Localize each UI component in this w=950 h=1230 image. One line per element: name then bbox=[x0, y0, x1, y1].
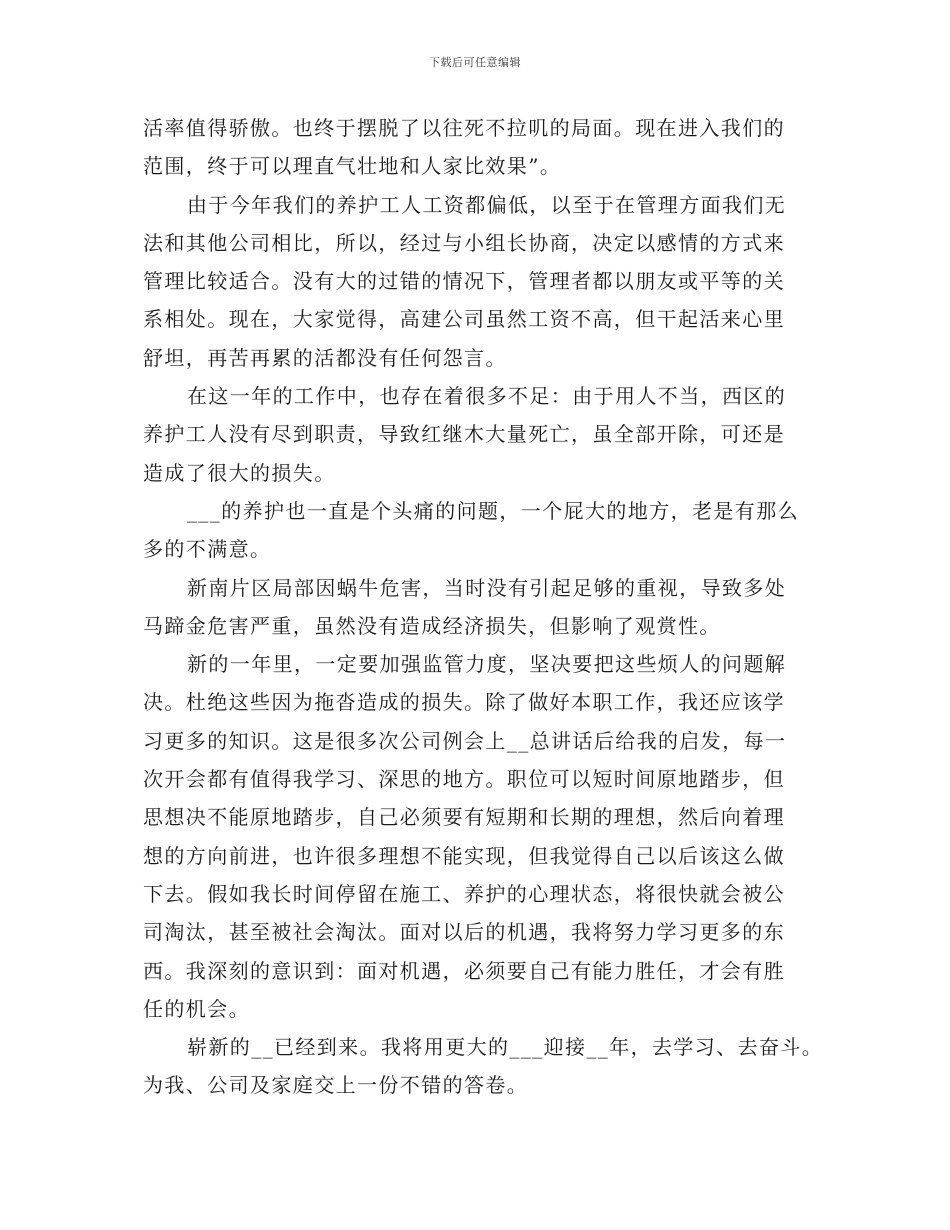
text-line: 法和其他公司相比，所以，经过与小组长协商，决定以感情的方式来 bbox=[143, 230, 785, 255]
text-line: 想的方向前进，也许很多理想不能实现，但我觉得自己以后该这么做 bbox=[143, 843, 785, 868]
paragraph-start-line: 由于今年我们的养护工人工资都偏低，以至于在管理方面我们无 bbox=[187, 192, 787, 217]
page-header: 下载后可任意编辑 bbox=[429, 56, 521, 69]
paragraph-start-line: ___的养护也一直是个头痛的问题，一个屁大的地方，老是有那么 bbox=[187, 498, 799, 523]
text-line: 决。杜绝这些因为拖沓造成的损失。除了做好本职工作，我还应该学 bbox=[143, 690, 785, 715]
paragraph-start-line: 新的一年里，一定要加强监管力度，坚决要把这些烦人的问题解 bbox=[187, 652, 787, 677]
text-line: 管理比较适合。没有大的过错的情况下，管理者都以朋友或平等的关 bbox=[143, 269, 785, 294]
text-line: 次开会都有值得我学习、深思的地方。职位可以短时间原地踏步，但 bbox=[143, 767, 785, 792]
text-line: 造成了很大的损失。 bbox=[143, 460, 336, 485]
text-line: 下去。假如我长时间停留在施工、养护的心理状态，将很快就会被公 bbox=[143, 881, 785, 906]
text-line: 思想决不能原地踏步，自己必须要有短期和长期的理想，然后向着理 bbox=[143, 805, 785, 830]
paragraph-start-line: 在这一年的工作中，也存在着很多不足：由于用人不当，西区的 bbox=[187, 384, 787, 409]
text-line: 司淘汰，甚至被社会淘汰。面对以后的机遇，我将努力学习更多的东 bbox=[143, 920, 785, 945]
text-line: 舒坦，再苦再累的活都没有任何怨言。 bbox=[143, 345, 507, 370]
text-line: 养护工人没有尽到职责，导致红继木大量死亡，虽全部开除，可还是 bbox=[143, 422, 785, 447]
text-line: 活率值得骄傲。也终于摆脱了以往死不拉叽的局面。现在进入我们的 bbox=[143, 116, 785, 140]
paragraph-start-line: 新南片区局部因蜗牛危害，当时没有引起足够的重视，导致多处 bbox=[187, 575, 787, 600]
text-line: 任的机会。 bbox=[143, 996, 250, 1021]
paragraph-start-line: 崭新的__已经到来。我将用更大的___迎接__年，去学习、去奋斗。 bbox=[187, 1035, 824, 1060]
document-body bbox=[143, 109, 823, 1105]
text-line: 习更多的知识。这是很多次公司例会上__总讲话后给我的启发，每一 bbox=[143, 728, 787, 753]
text-line: 马蹄金危害严重，虽然没有造成经济损失，但影响了观赏性。 bbox=[143, 613, 721, 638]
text-line: 范围，终于可以理直气壮地和人家比效果”。 bbox=[143, 154, 562, 179]
text-line: 西。我深刻的意识到：面对机遇，必须要自己有能力胜任，才会有胜 bbox=[143, 958, 785, 983]
text-line: 多的不满意。 bbox=[143, 537, 272, 562]
text-line: 系相处。现在，大家觉得，高建公司虽然工资不高，但干起活来心里 bbox=[143, 307, 785, 332]
text-line: 为我、公司及家庭交上一份不错的答卷。 bbox=[143, 1073, 529, 1098]
